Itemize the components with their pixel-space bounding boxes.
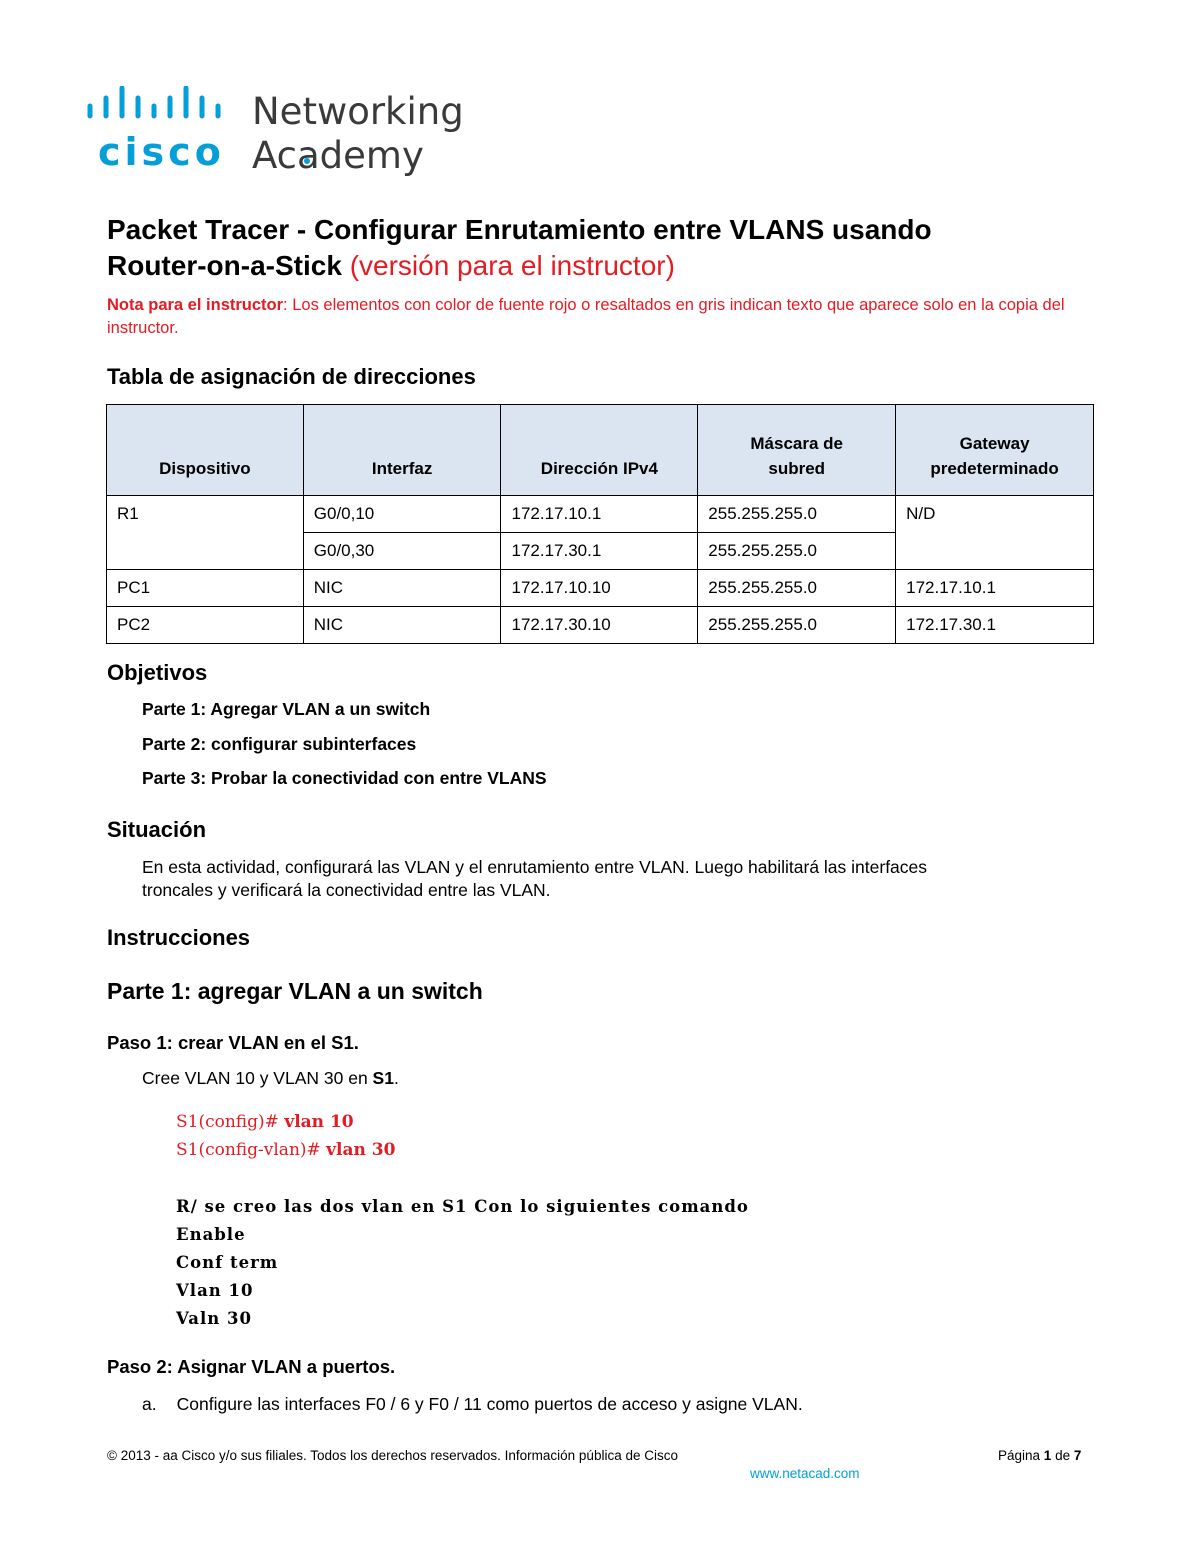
cell-mask: 255.255.255.0	[698, 533, 896, 570]
instructions-heading: Instrucciones	[107, 925, 251, 950]
part1-heading: Parte 1: agregar VLAN a un switch	[107, 978, 483, 1004]
header-ipv4: Dirección IPv4	[501, 405, 698, 496]
cell-ip: 172.17.10.10	[501, 570, 698, 607]
cisco-networking-academy-logo	[86, 86, 466, 181]
cisco-wordmark: cisco	[98, 130, 225, 174]
answer-line: Enable	[176, 1225, 246, 1244]
objective-item: Parte 2: configurar subinterfaces	[142, 734, 417, 754]
cisco-bars-icon	[86, 86, 236, 126]
cell-mask: 255.255.255.0	[698, 570, 896, 607]
table-row	[107, 607, 1094, 644]
command-line: S1(config-vlan)# vlan 30	[176, 1140, 396, 1160]
cell-interface: G0/0,10	[303, 496, 501, 533]
header-interface: Interfaz	[303, 405, 501, 496]
cell-ip: 172.17.30.10	[501, 607, 698, 644]
objectives-heading: Objetivos	[107, 660, 208, 685]
cell-device: PC2	[107, 607, 304, 644]
cell-ip: 172.17.10.1	[501, 496, 698, 533]
cell-mask: 255.255.255.0	[698, 496, 896, 533]
table-header-row	[107, 405, 1094, 496]
objective-item: Parte 1: Agregar VLAN a un switch	[142, 699, 431, 719]
step1-text: Cree VLAN 10 y VLAN 30 en S1.	[142, 1068, 399, 1088]
networking-academy-text: Networking Academy	[252, 90, 464, 177]
header-mask: Máscara de subred	[698, 405, 896, 496]
table-row	[107, 570, 1094, 607]
footer-copyright: © 2013 - aa Cisco y/o sus filiales. Todos los derechos reservados. Información pública de Cisco	[107, 1448, 678, 1463]
header-device: Dispositivo	[107, 405, 304, 496]
step2-heading: Paso 2: Asignar VLAN a puertos.	[107, 1356, 396, 1377]
header-gateway: Gateway predeterminado	[896, 405, 1094, 496]
cell-device: PC1	[107, 570, 304, 607]
cell-ip: 172.17.30.1	[501, 533, 698, 570]
cell-interface: NIC	[303, 607, 501, 644]
objective-item: Parte 3: Probar la conectividad con entre VLANS	[142, 768, 547, 788]
page-number: Página 1 de 7	[998, 1448, 1082, 1463]
cell-gateway: N/D	[896, 496, 1094, 570]
instructor-version-label: (versión para el instructor)	[349, 250, 675, 281]
answer-line: R/ se creo las dos vlan en S1 Con lo siguientes comando	[176, 1197, 749, 1216]
netacad-link[interactable]: www.netacad.com	[750, 1466, 860, 1481]
scenario-heading: Situación	[107, 817, 207, 842]
cell-mask: 255.255.255.0	[698, 607, 896, 644]
answer-line: Vlan 10	[176, 1281, 254, 1300]
cell-interface: NIC	[303, 570, 501, 607]
command-line: S1(config)# vlan 10	[176, 1112, 354, 1132]
cell-interface: G0/0,30	[303, 533, 501, 570]
table-row	[107, 496, 1094, 533]
step2-item-a: a. Configure las interfaces F0 / 6 y F0 / 11 como puertos de acceso y asigne VLAN.	[142, 1394, 803, 1414]
answer-line: Valn 30	[176, 1309, 252, 1328]
step1-heading: Paso 1: crear VLAN en el S1.	[107, 1032, 359, 1053]
answer-line: Conf term	[176, 1253, 279, 1272]
addressing-table-heading: Tabla de asignación de direcciones	[107, 364, 476, 389]
cell-device: R1	[107, 496, 304, 570]
scenario-text: En esta actividad, configurará las VLAN y el enrutamiento entre VLAN. Luego habilitará las interfaces troncales y verificará la conectividad entre las VLAN.	[142, 857, 928, 900]
page-title: Packet Tracer - Configurar Enrutamiento entre VLANS usando Router-on-a-Stick (versión para el instructor)	[107, 214, 932, 281]
instructor-note: Nota para el instructor: Los elementos con color de fuente rojo o resaltados en gris indican texto que aparece solo en la copia del instructor.	[107, 296, 1065, 337]
cell-gateway: 172.17.10.1	[896, 570, 1094, 607]
addressing-table	[106, 404, 1094, 644]
cell-gateway: 172.17.30.1	[896, 607, 1094, 644]
